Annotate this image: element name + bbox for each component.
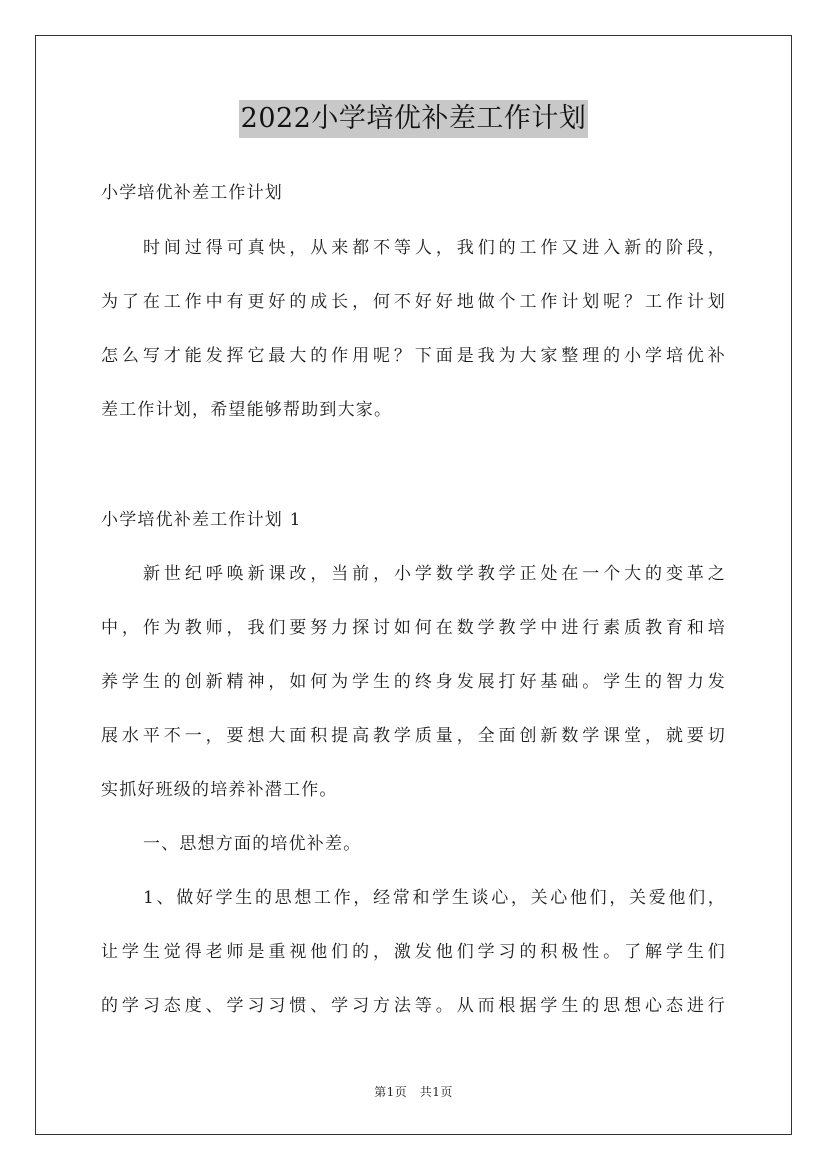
document-subtitle: 小学培优补差工作计划 [101, 183, 283, 203]
paragraph-line: 的学习态度、学习习惯、学习方法等。从而根据学生的思想心态进行 [101, 996, 726, 1016]
paragraph-line: 中，作为教师，我们要努力探讨如何在数学教学中进行素质教育和培 [101, 618, 726, 638]
paragraph-line: 怎么写才能发挥它最大的作用呢？下面是我为大家整理的小学培优补 [101, 346, 726, 366]
point-heading: 一、思想方面的培优补差。 [143, 834, 362, 854]
section-heading: 小学培优补差工作计划 1 [101, 510, 302, 530]
paragraph-line: 差工作计划，希望能够帮助到大家。 [101, 400, 393, 420]
paragraph-line: 为了在工作中有更好的成长，何不好好地做个工作计划呢？工作计划 [101, 292, 726, 312]
page-number-footer: 第1页 共1页 [374, 1085, 453, 1099]
paragraph-line: 实抓好班级的培养补潜工作。 [101, 780, 338, 800]
paragraph-line: 1、做好学生的思想工作，经常和学生谈心，关心他们，关爱他们， [143, 888, 726, 908]
paragraph-line: 让学生觉得老师是重视他们的，激发他们学习的积极性。了解学生们 [101, 942, 726, 962]
paragraph-line: 展水平不一，要想大面积提高教学质量，全面创新数学课堂，就要切 [101, 726, 726, 746]
paragraph-line: 时间过得可真快，从来都不等人，我们的工作又进入新的阶段， [143, 238, 726, 258]
title-container [0, 100, 827, 138]
document-title: 2022小学培优补差工作计划 [239, 100, 589, 138]
paragraph-line: 新世纪呼唤新课改，当前，小学数学教学正处在一个大的变革之 [143, 564, 726, 584]
paragraph-line: 养学生的创新精神，如何为学生的终身发展打好基础。学生的智力发 [101, 672, 726, 692]
